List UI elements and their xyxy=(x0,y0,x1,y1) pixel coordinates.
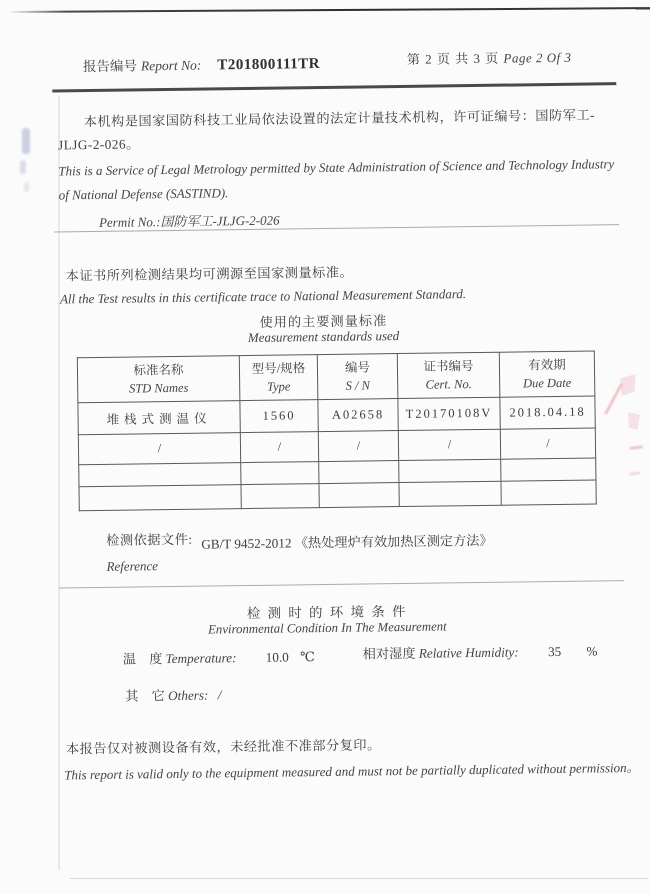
page-indicator-en: Page 2 Of 3 xyxy=(503,49,572,66)
report-no-value: T201800111TR xyxy=(217,56,321,74)
measurement-standards-table xyxy=(77,350,597,511)
permit-no-line: Permit No.:国防军工-JLJG-2-026 xyxy=(98,212,280,230)
reference-value: GB/T 9452-2012 《热处理炉有效加热区测定方法》 xyxy=(201,532,493,552)
report-number-line xyxy=(83,52,320,76)
cell-due-date: 2018.04.18 xyxy=(500,396,595,429)
cell-type xyxy=(241,462,319,485)
cell-cert-no: / xyxy=(398,429,500,460)
others-label-en: Others: xyxy=(168,687,209,704)
col-header-std-names: 标准名称 STD Names xyxy=(77,356,240,403)
cell-due-date xyxy=(501,458,596,481)
cell-cert-no: T20170108V xyxy=(398,397,500,430)
cell-std-name: 堆栈式测温仪 xyxy=(78,401,240,435)
page-indicator xyxy=(407,47,572,68)
reference-label-en: Reference xyxy=(106,558,159,574)
humidity-value: 35 xyxy=(547,643,562,660)
others-value: / xyxy=(217,687,222,703)
cell-type: / xyxy=(240,432,318,463)
environment-title-cn: 检 测 时 的 环 境 条 件 xyxy=(246,603,408,622)
validity-statement-cn: 本报告仅对被测设备有效，未经批准不准部分复印。 xyxy=(65,737,381,757)
cell-due-date: / xyxy=(500,428,595,459)
col-header-due-date: 有效期 Due Date xyxy=(499,351,595,397)
cell-type: 1560 xyxy=(240,400,318,433)
traceability-cn: 本证书所列检测结果均可溯源至国家测量标准。 xyxy=(65,264,354,284)
temperature-line xyxy=(123,646,315,668)
page-indicator-cn: 第 2 页 共 3 页 xyxy=(406,50,500,67)
cell-cert-no xyxy=(399,459,501,482)
reference-label-cn: 检测依据文件: xyxy=(106,531,193,548)
cell-sn: A02658 xyxy=(318,399,398,432)
table-header-row xyxy=(77,351,595,403)
report-no-label-en: Report No: xyxy=(140,57,202,74)
others-label-cn: 其 它 xyxy=(125,688,165,704)
cell-cert-no xyxy=(399,481,501,506)
section-divider xyxy=(59,580,624,588)
cell-due-date xyxy=(501,480,596,505)
environment-title-en: Environmental Condition In The Measurement xyxy=(207,619,447,637)
authorization-cn: 本机构是国家国防科技工业局依法设置的法定计量技术机构，许可证编号：国防军工-JLJG-2-026。 xyxy=(57,107,596,153)
traceability-en: All the Test results in this certificate trace to National Measurement Standard. xyxy=(59,286,467,307)
temperature-label-cn: 温 度 xyxy=(122,651,163,667)
standards-title-en: Measurement standards used xyxy=(247,328,400,345)
report-no-label-cn: 报告编号 xyxy=(82,58,138,75)
humidity-label-cn: 相对湿度 xyxy=(362,645,416,662)
temperature-value: 10.0 xyxy=(265,649,289,665)
cell-type xyxy=(241,484,319,509)
cell-std-name xyxy=(79,463,241,487)
cell-std-name xyxy=(79,485,241,511)
temperature-label-en: Temperature: xyxy=(165,650,237,667)
cell-sn: / xyxy=(318,431,398,462)
humidity-label-en: Relative Humidity: xyxy=(418,644,519,661)
validity-statement-en: This report is valid only to the equipment measured and must not be partially duplicated without permission。 xyxy=(64,759,640,783)
authorization-paragraph xyxy=(58,103,616,234)
standards-title-cn: 使用的主要测量标准 xyxy=(259,313,388,330)
others-line xyxy=(125,684,221,704)
authorization-en: This is a Service of Legal Metrology permitted by State Administration of Science and Technology Industry of National Defense (SASTIND). xyxy=(58,156,615,203)
humidity-line xyxy=(363,640,598,662)
cell-sn xyxy=(319,483,399,508)
header-rule xyxy=(52,82,616,92)
col-header-cert-no: 证书编号 Cert. No. xyxy=(397,352,500,398)
humidity-unit: % xyxy=(586,643,598,659)
cell-std-name: / xyxy=(78,433,240,465)
temperature-unit: ℃ xyxy=(300,649,315,665)
col-header-sn: 编号 S / N xyxy=(317,354,398,400)
cell-sn xyxy=(319,461,399,484)
col-header-type: 型号/规格 Type xyxy=(239,355,318,401)
